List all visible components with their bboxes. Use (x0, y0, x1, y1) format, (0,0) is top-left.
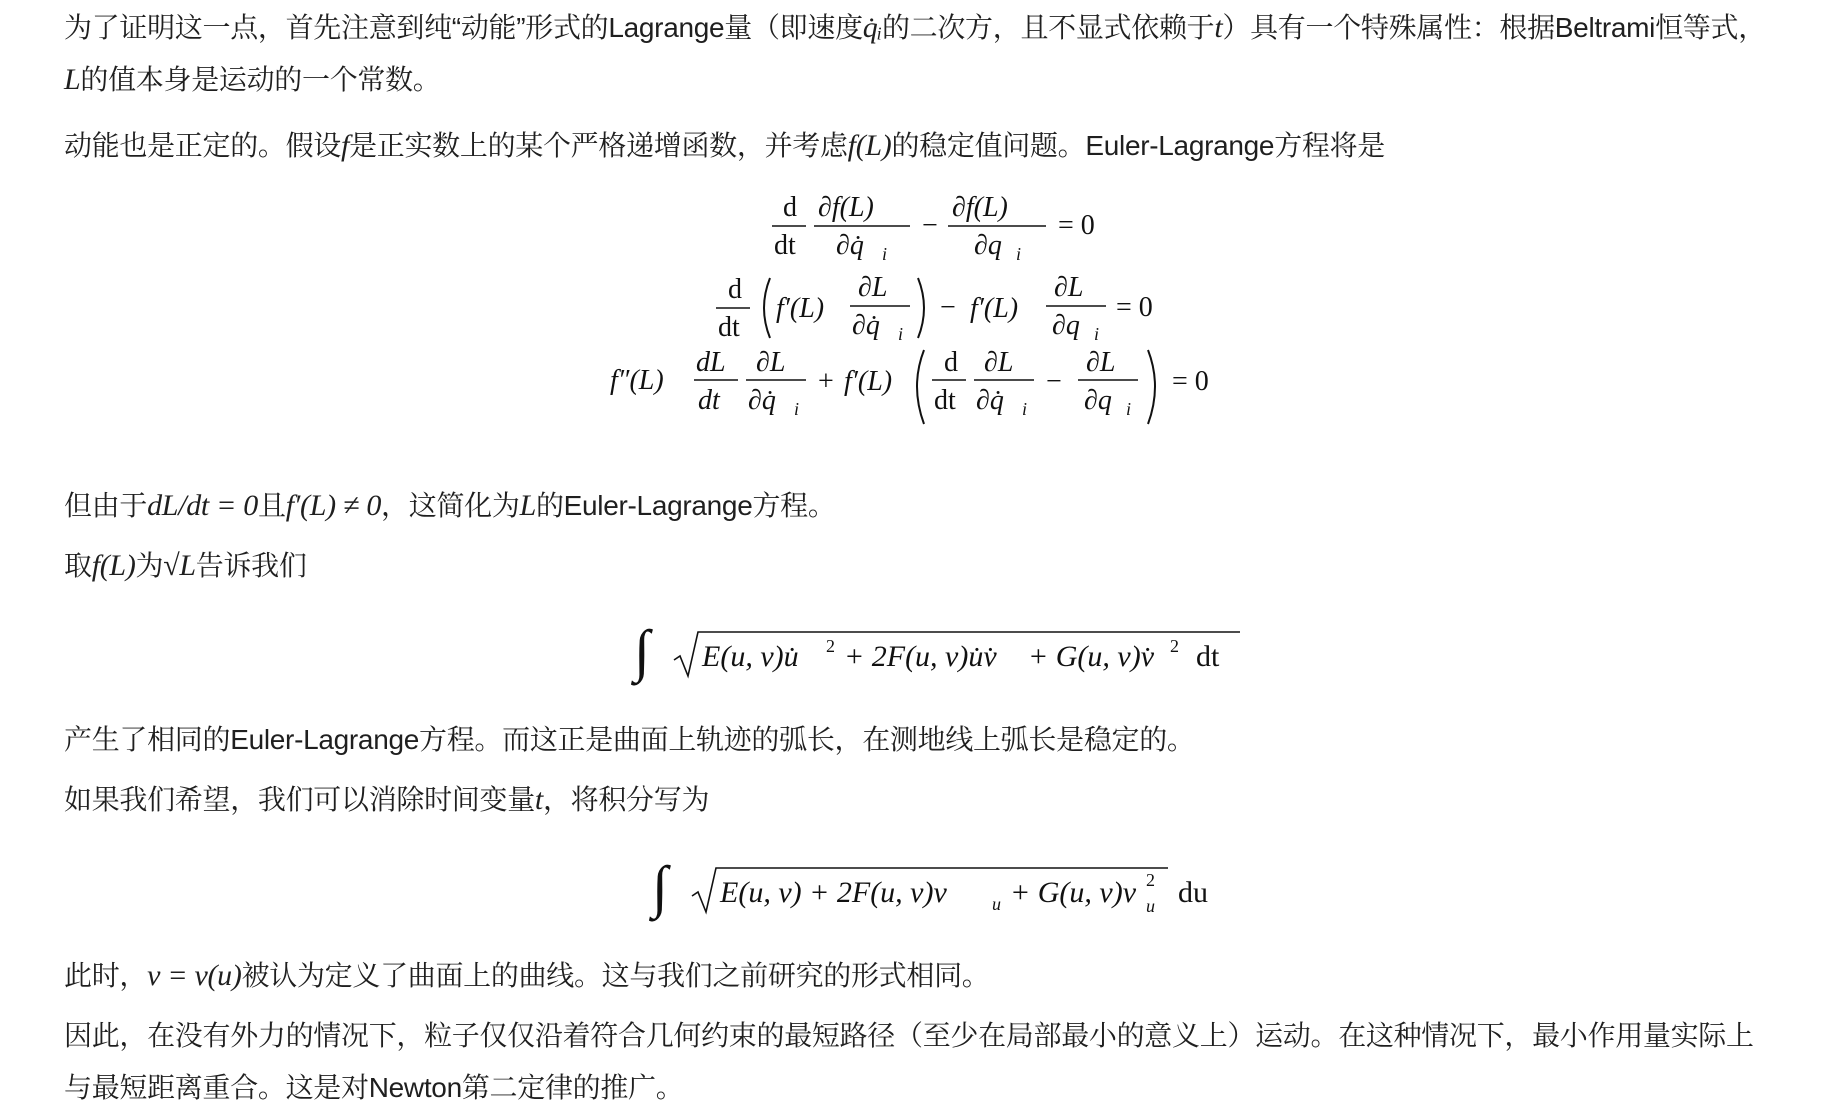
paragraph-positive-definite (64, 120, 1781, 172)
paragraph-beltrami (64, 2, 1781, 106)
eq2-sub-i1: i (898, 324, 904, 344)
eq2-sub-i2: i (1094, 324, 1100, 344)
p2-text-b: 是正实数上的某个严格递增函数，并考虑 (349, 130, 848, 161)
int1-E-term: E(u, v)u̇ (702, 640, 799, 673)
p3-text-b: 且 (258, 490, 286, 521)
eq3-num3: ∂L (984, 347, 1014, 378)
paragraph-curve-definition (64, 950, 1781, 1002)
math-f-of-L: f(L) (847, 129, 892, 162)
int2-E-F-term: E(u, v) + 2F(u, v)v (720, 876, 947, 909)
eq2-eq0: = 0 (1116, 292, 1153, 323)
p1-text-d: 的值本身是运动的一个常数。 (80, 64, 441, 95)
euler-lagrange-equations (600, 188, 1240, 458)
int2-du: du (1178, 876, 1208, 909)
int2-sq: 2 (1146, 870, 1155, 890)
equation-3 (610, 347, 1209, 424)
p1-text-b: 的二次方，且不显式依赖于 (881, 12, 1215, 43)
p5-text-a: 产生了相同的Euler-Lagrange方程。而这正是曲面上轨迹的弧长，在测地线上弧长是稳定的。 (64, 724, 1195, 755)
math-t: t (1214, 11, 1223, 44)
int1-G-term: + G(u, v)v̇ (1028, 640, 1155, 673)
eq1-eq0: = 0 (1058, 210, 1095, 241)
eq3-sub-i2: i (1022, 399, 1028, 419)
p7-text-b: 被认为定义了曲面上的曲线。这与我们之前研究的形式相同。 (241, 960, 990, 991)
equation-2 (716, 272, 1153, 344)
p3-text-a: 但由于 (64, 490, 148, 521)
p3-text-d: 的Euler-Lagrange方程。 (535, 490, 836, 521)
eq2-dt: dt (718, 312, 740, 343)
p4-text-c: 告诉我们 (195, 550, 307, 581)
eq1-d: d (783, 192, 797, 223)
eq3-den4: ∂q (1084, 385, 1112, 416)
eq2-d: d (728, 274, 742, 305)
p2-text-c: 的稳定值问题。Euler-Lagrange方程将是 (891, 130, 1386, 161)
paragraph-arc-length (64, 714, 1781, 766)
eq3-plus: + (818, 366, 834, 397)
eq2-den2: ∂q (1052, 310, 1080, 341)
eq3-sub-i1: i (794, 399, 800, 419)
math-fprime-nonzero: f′(L) ≠ 0 (285, 489, 382, 522)
equation-1 (772, 192, 1095, 264)
int1-sq2: 2 (1170, 636, 1179, 656)
eq3-num4: ∂L (1086, 347, 1116, 378)
arc-length-integral-u (648, 846, 1228, 926)
p1-text-a: 为了证明这一点，首先注意到纯“动能”形式的Lagrange量（即速度 (64, 12, 863, 43)
integral-sign-1: ∫ (634, 618, 650, 683)
eq2-num2: ∂L (1054, 272, 1084, 303)
eq1-num1: ∂f(L) (818, 192, 874, 223)
p7-text-a: 此时， (64, 960, 148, 991)
math-dL-dt-zero: dL/dt = 0 (147, 489, 259, 522)
eq1-den1: ∂q̇ (836, 230, 864, 261)
eq3-num2: ∂L (756, 347, 786, 378)
p2-text-a: 动能也是正定的。假设 (64, 130, 342, 161)
int1-F-term: + 2F(u, v)u̇v̇ (844, 640, 997, 673)
int2-sub-u2: u (1146, 896, 1155, 916)
p3-text-c: ，这简化为 (381, 490, 520, 521)
math-v-eq-vu: v = v(u) (147, 959, 242, 992)
eq2-num1: ∂L (858, 272, 888, 303)
int1-dt: dt (1196, 640, 1220, 673)
eq3-minus: − (1046, 366, 1062, 397)
integral-sign-2: ∫ (652, 854, 668, 919)
eq1-sub-i2: i (1016, 244, 1022, 264)
eq1-dt: dt (774, 230, 796, 261)
eq2-den1: ∂q̇ (852, 310, 880, 341)
math-sqrt-L: √L (163, 549, 196, 582)
eq3-eq0: = 0 (1172, 366, 1209, 397)
eq3-den3: ∂q̇ (976, 385, 1004, 416)
int1-sq1: 2 (826, 636, 835, 656)
paragraph-eliminate-time (64, 774, 1781, 826)
p1-text-c: ）具有一个特殊属性：根据Beltrami恒等式， (1222, 12, 1766, 43)
int2-G-term: + G(u, v)v (1010, 876, 1137, 909)
paragraph-conclusion (64, 1010, 1781, 1114)
eq3-dt: dt (934, 385, 956, 416)
eq3-fp: f′(L) (844, 366, 893, 397)
p6-text-b: ，将积分写为 (542, 784, 710, 815)
eq3-den1: dt (698, 385, 720, 416)
p4-text-b: 为 (135, 550, 164, 581)
eq3-fpp: f″(L) (610, 365, 664, 396)
eq3-sub-i3: i (1126, 399, 1132, 419)
arc-length-integral-t (630, 610, 1250, 690)
int2-sub-u1: u (992, 894, 1001, 914)
paragraph-sqrt-L (64, 540, 1781, 592)
eq1-num2: ∂f(L) (952, 192, 1008, 223)
eq3-den2: ∂q̇ (748, 385, 776, 416)
paragraph-simplification (64, 480, 1781, 532)
math-t-2: t (534, 783, 543, 816)
p6-text-a: 如果我们希望，我们可以消除时间变量 (64, 784, 535, 815)
eq2-fp1: f′(L) (776, 293, 825, 324)
eq1-den2: ∂q (974, 230, 1002, 261)
eq1-sub-i1: i (882, 244, 888, 264)
math-L: L (64, 63, 81, 96)
eq1-minus: − (922, 210, 938, 241)
eq2-minus: − (940, 292, 956, 323)
math-L-2: L (519, 489, 536, 522)
eq3-d: d (944, 347, 958, 378)
math-q-dot-i: q̇ᵢ (862, 11, 882, 44)
eq3-num1: dL (696, 347, 726, 378)
math-f: f (341, 129, 350, 162)
p4-text-a: 取 (64, 550, 92, 581)
math-f-of-L-2: f(L) (91, 549, 136, 582)
p8-text-a: 因此，在没有外力的情况下，粒子仅仅沿着符合几何约束的最短路径（至少在局部最小的意义上）运动。在这种情况下，最小作用量实际上与最短距离重合。这是对Newton第二定律的推广。 (64, 1020, 1754, 1103)
eq2-fp2: f′(L) (970, 293, 1019, 324)
